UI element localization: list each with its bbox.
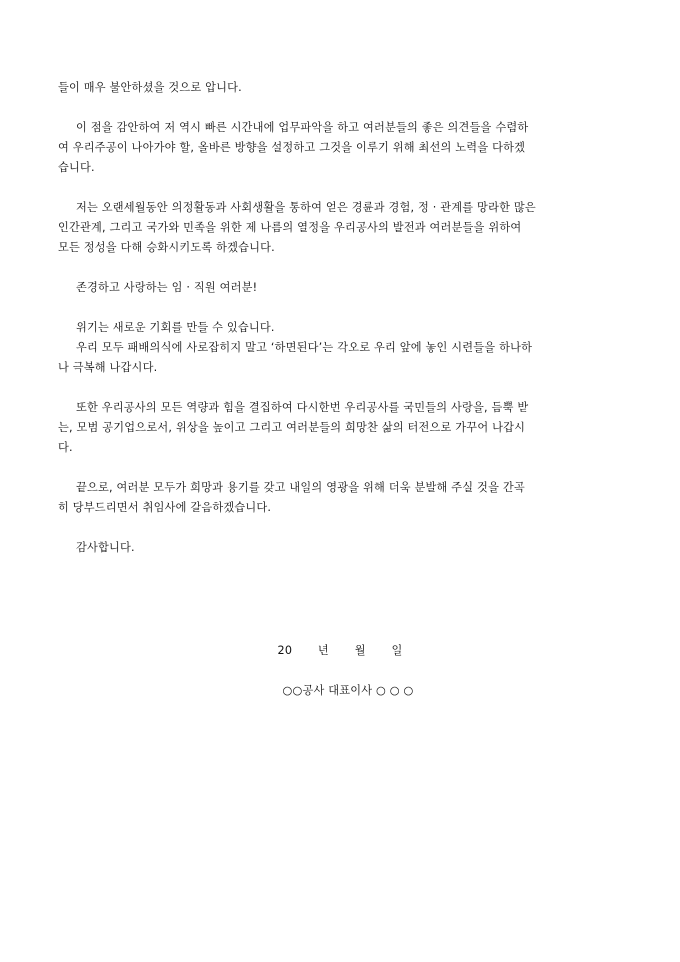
text-line: 이 점을 감안하여 저 역시 빠른 시간내에 업무파악을 하고 여러분들의 좋은 의견들을 수렴하 <box>76 121 529 134</box>
paragraph-2 <box>58 118 632 178</box>
paragraph-3 <box>58 198 632 258</box>
paragraph-1 <box>58 78 632 98</box>
text-line: 여 우리주공이 나아가야 할, 올바른 방향을 설정하고 그것을 이루기 위해 최선의 노력을 다하겠 <box>58 141 526 154</box>
date-day-unit: 일 <box>391 644 403 657</box>
text-line: 는, 모범 공기업으로서, 위상을 높이고 그리고 여러분들의 희망찬 삶의 터전으로 가꾸어 나갑시 <box>58 421 526 434</box>
text-line: 다. <box>58 441 73 454</box>
text-line: 또한 우리공사의 모든 역량과 힘을 결집하여 다시한번 우리공사를 국민들의 사랑을, 듬뿍 받 <box>76 401 529 414</box>
text-line: 모든 정성을 다해 승화시키도록 하겠습니다. <box>58 241 275 254</box>
text-line: 습니다. <box>58 161 95 174</box>
paragraph-9 <box>58 538 632 558</box>
paragraph-7 <box>58 398 632 458</box>
text-line: 존경하고 사랑하는 임 · 직원 여러분! <box>76 281 258 294</box>
text-line: 인간관계, 그리고 국가와 민족을 위한 제 나름의 열정을 우리공사의 발전과 여러분들을 위하여 <box>58 221 522 234</box>
date-year-unit: 년 <box>317 644 329 657</box>
date-line <box>0 642 680 658</box>
speech-body <box>58 78 632 578</box>
text-line: 감사합니다. <box>76 541 135 554</box>
text-line: 끝으로, 여러분 모두가 희망과 용기를 갖고 내일의 영광을 위해 더욱 분발해 주실 것을 간곡 <box>76 481 525 494</box>
paragraph-8 <box>58 478 632 518</box>
text-line: 히 당부드리면서 취임사에 갈음하겠습니다. <box>58 501 272 514</box>
date-year: 20 <box>277 644 293 657</box>
text-line: 나 극복해 나갑시다. <box>58 361 158 374</box>
signature-line: ○○공사 대표이사 ○ ○ ○ <box>282 684 414 697</box>
text-line: 위기는 새로운 기회를 만들 수 있습니다. <box>76 321 275 334</box>
paragraph-4 <box>58 278 632 298</box>
text-line: 우리 모두 패배의식에 사로잡히지 말고 ‘하면된다’는 각오로 우리 앞에 놓인 시련들을 하나하 <box>76 341 533 354</box>
text-line: 들이 매우 불안하셨을 것으로 압니다. <box>58 81 242 94</box>
text-line: 저는 오랜세월동안 의정활동과 사회생활을 통하여 얻은 경륜과 경험, 정 · 관계를 망라한 많은 <box>76 201 536 214</box>
paragraph-5 <box>58 318 632 338</box>
date-month-unit: 월 <box>354 644 366 657</box>
paragraph-6 <box>58 338 632 378</box>
